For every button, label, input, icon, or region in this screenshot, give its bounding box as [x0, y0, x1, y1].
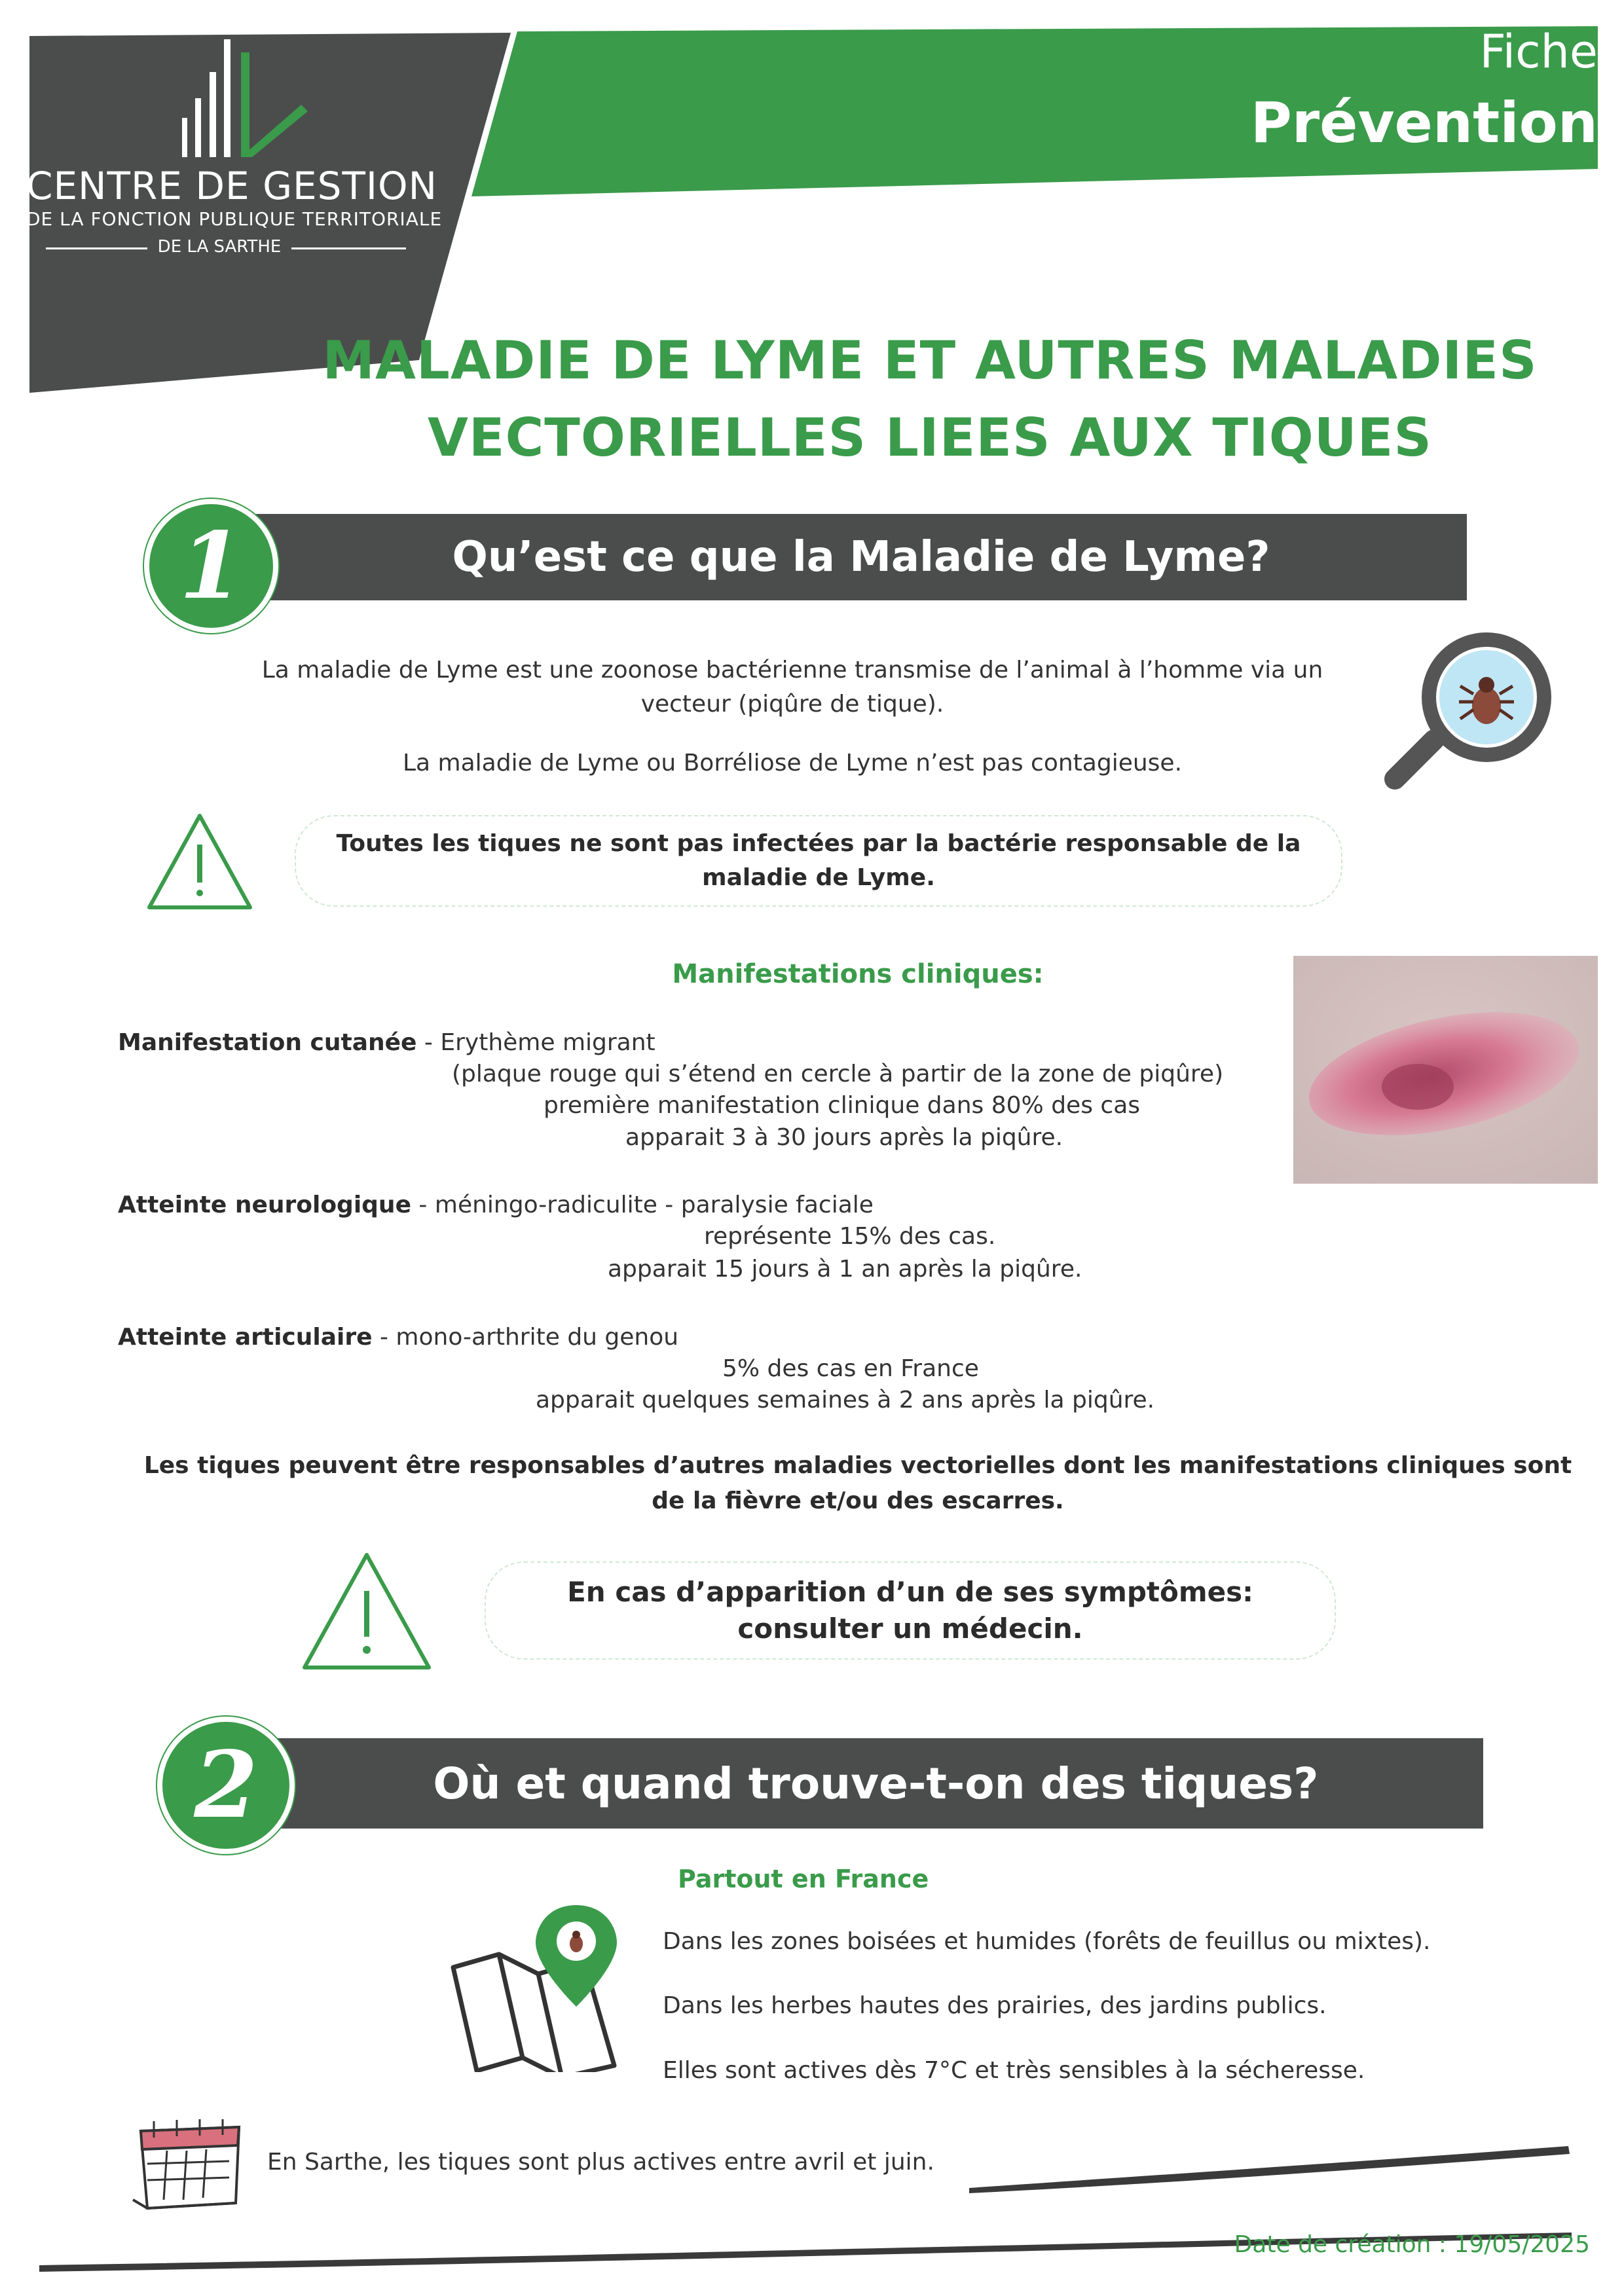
warning-note-1 [295, 815, 1342, 907]
warning-icon-2 [298, 1548, 435, 1673]
manif-cutanee-label: Manifestation cutanée [118, 1029, 417, 1056]
section-2-subheading: Partout en France [678, 1865, 929, 1893]
not-contagious-text: La maladie de Lyme ou Borréliose de Lyme n’est pas contagieuse. [402, 750, 1183, 776]
org-subtitle: DE LA FONCTION PUBLIQUE TERRITORIALE [26, 208, 443, 230]
title-line-2: VECTORIELLES LIEES AUX TIQUES [428, 407, 1432, 468]
warning-icon [144, 811, 255, 912]
location-item-2: Dans les herbes hautes des prairies, des jardins publics. [663, 1992, 1327, 2019]
section-2-number-badge [157, 1717, 295, 1854]
section-1-number: 1 [179, 512, 244, 620]
section-2-header [268, 1738, 1483, 1829]
magnifier-tick-icon [1382, 629, 1559, 799]
manif-neuro-line-2: représente 15% des cas. [704, 1223, 996, 1250]
warning-1-line-1: Toutes les tiques ne sont pas infectées par la bactérie responsable de la [336, 830, 1301, 857]
section-2-number: 2 [194, 1732, 258, 1839]
warning-1-line-2: maladie de Lyme. [702, 864, 935, 891]
document-title [249, 322, 1611, 477]
intro-line-1: La maladie de Lyme est une zoonose bactérienne transmise de l’animal à l’homme via un [261, 657, 1323, 683]
org-name: CENTRE DE GESTION [26, 164, 438, 208]
manif-articulaire-header [118, 1324, 678, 1351]
manif-cutanee-header [118, 1029, 655, 1056]
manif-articulaire-sep: - [372, 1324, 396, 1351]
location-item-3: Elles sont actives dès 7°C et très sensibles à la sécheresse. [663, 2057, 1365, 2084]
manif-neuro-label: Atteinte neurologique [118, 1192, 411, 1218]
manif-neuro-line-3: apparait 15 jours à 1 an après la piqûre. [608, 1256, 1082, 1283]
manif-cutanee-line-4: apparait 3 à 30 jours après la piqûre. [625, 1124, 1063, 1151]
manif-articulaire-line-2: 5% des cas en France [722, 1355, 979, 1382]
fiche-title: Prévention [1250, 90, 1598, 156]
org-department-text: DE LA SARTHE [147, 237, 292, 257]
org-department [26, 237, 413, 257]
section-1-header [255, 514, 1467, 600]
manif-neuro-header [118, 1192, 874, 1218]
manif-cutanee-line-1: Erythème migrant [440, 1029, 655, 1056]
manif-cutanee-line-3: première manifestation clinique dans 80% des cas [544, 1092, 1141, 1119]
other-diseases-line-2: de la fièvre et/ou des escarres. [652, 1487, 1064, 1514]
section-2-title: Où et quand trouve-t-on des tiques? [433, 1758, 1319, 1809]
title-line-1: MALADIE DE LYME ET AUTRES MALADIES [322, 330, 1538, 391]
other-diseases-text [105, 1448, 1611, 1519]
manifestations-heading: Manifestations cliniques: [672, 959, 1044, 989]
fiche-label: Fiche [1479, 25, 1598, 79]
warning-note-2 [485, 1561, 1336, 1660]
warning-2-line-1: En cas d’apparition d’un de ses symptômes: [567, 1576, 1253, 1608]
manif-articulaire-label: Atteinte articulaire [118, 1324, 373, 1351]
location-item-1: Dans les zones boisées et humides (forêts de feuillus ou mixtes). [663, 1928, 1431, 1955]
manif-neuro-sep: - [411, 1192, 435, 1218]
manif-cutanee-sep: - [416, 1029, 441, 1056]
decorative-stroke [0, 2134, 1624, 2296]
manif-articulaire-line-3: apparait quelques semaines à 2 ans après la piqûre. [536, 1387, 1155, 1413]
warning-2-line-2: consulter un médecin. [737, 1613, 1083, 1645]
manif-articulaire-line-1: mono-arthrite du genou [396, 1324, 679, 1351]
manif-cutanee-line-2: (plaque rouge qui s’étend en cercle à partir de la zone de piqûre) [452, 1061, 1224, 1087]
other-diseases-line-1: Les tiques peuvent être responsables d’autres maladies vectorielles dont les manifestations cliniques sont [143, 1452, 1572, 1479]
intro-line-2: vecteur (piqûre de tique). [640, 691, 944, 718]
intro-text [216, 653, 1369, 721]
section-1-title: Qu’est ce que la Maladie de Lyme? [452, 533, 1270, 581]
erythema-photo [1293, 956, 1598, 1184]
creation-date: Date de création : 19/05/2025 [1234, 2231, 1590, 2258]
section-1-number-badge [144, 499, 278, 633]
calendar-note: En Sarthe, les tiques sont plus actives entre avril et juin. [267, 2149, 934, 2176]
map-pin-icon [445, 1902, 622, 2072]
manif-neuro-line-1: méningo-radiculite - paralysie faciale [434, 1192, 874, 1218]
